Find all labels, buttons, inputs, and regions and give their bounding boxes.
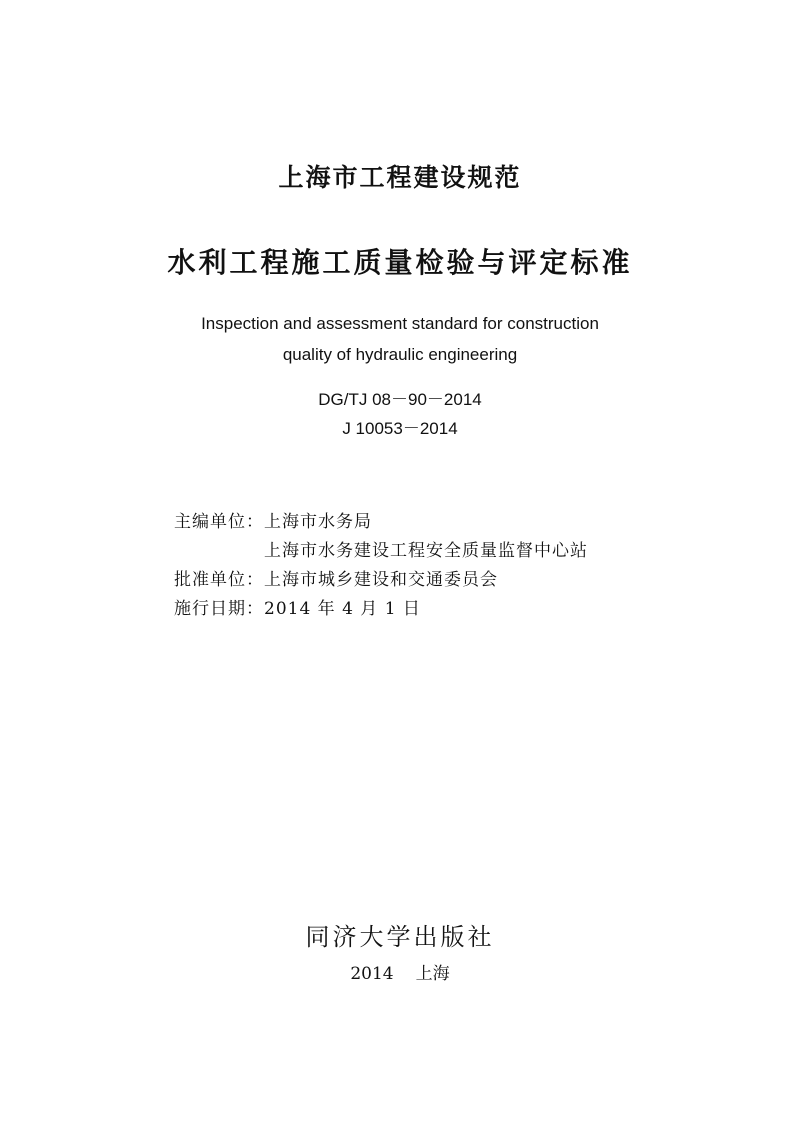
series-title: 上海市工程建设规范	[278, 163, 522, 192]
effective-date: 2014 年 4 月 1 日	[264, 599, 421, 619]
approver-row	[174, 566, 588, 595]
editor-name: 上海市水务建设工程安全质量监督中心站	[264, 541, 588, 561]
standard-code: DG/TJ 08－90－2014	[318, 390, 482, 409]
standard-codes	[0, 385, 800, 443]
publication-year: 2014	[350, 964, 394, 984]
editor-row	[174, 508, 588, 537]
info-block	[174, 508, 588, 624]
english-title	[0, 308, 800, 370]
publication-city: 上海	[415, 964, 450, 984]
publisher-name: 同济大学出版社	[305, 923, 495, 951]
editor-row	[174, 537, 588, 566]
english-title-line: quality of hydraulic engineering	[282, 345, 518, 364]
approver-name: 上海市城乡建设和交通委员会	[264, 570, 498, 590]
effective-date-label: 施行日期：	[174, 599, 264, 619]
approver-label: 批准单位：	[174, 570, 264, 590]
english-title-line: Inspection and assessment standard for construction	[201, 314, 599, 333]
record-code: J 10053－2014	[342, 419, 458, 438]
imprint	[0, 960, 800, 988]
effective-date-row	[174, 595, 588, 624]
editor-name: 上海市水务局	[264, 512, 372, 532]
editor-label: 主编单位：	[174, 512, 264, 532]
document-title: 水利工程施工质量检验与评定标准	[167, 246, 633, 279]
